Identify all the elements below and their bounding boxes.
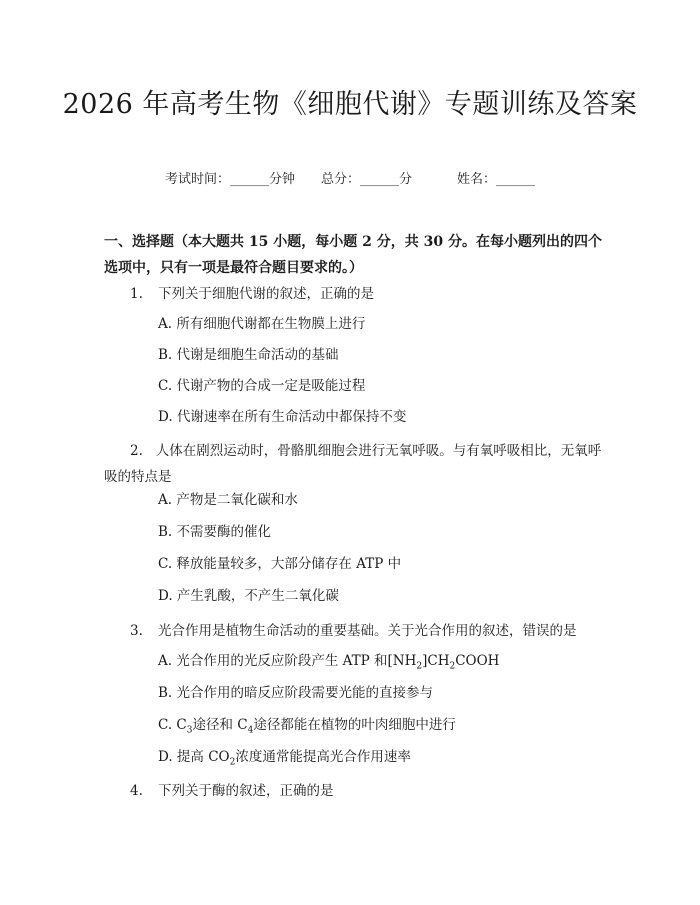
- question-stem: 光合作用是植物生命活动的重要基础。关于光合作用的叙述，错误的是: [158, 623, 577, 639]
- question-stem: 人体在剧烈运动时，骨骼肌细胞会进行无氧呼吸。与有氧呼吸相比，无氧呼吸的特点是: [104, 443, 602, 485]
- q1-option-d: D. 代谢速率在所有生命活动中都保持不变: [158, 409, 407, 425]
- q2-option-b: B. 不需要酶的催化: [158, 524, 272, 540]
- q3-option-a: A. 光合作用的光反应阶段产生 ATP 和$[NH_2]CH_2COOH$: [158, 653, 500, 672]
- q1-option-c: C. 代谢产物的合成一定是吸能过程: [158, 378, 366, 394]
- question-number: 1.: [130, 286, 143, 302]
- q2-option-c: C. 释放能量较多，大部分储存在 ATP 中: [158, 556, 402, 572]
- document-title: 2026 年高考生物《细胞代谢》专题训练及答案: [62, 89, 638, 120]
- q1-option-a: A. 所有细胞代谢都在生物膜上进行: [158, 316, 366, 332]
- q3-option-c: C. $C_3$途径和 $C_4$途径都能在植物的叶肉细胞中进行: [158, 717, 456, 736]
- q2-option-a: A. 产物是二氧化碳和水: [158, 492, 298, 508]
- question-number: 2.: [130, 443, 143, 459]
- q3-option-b: B. 光合作用的暗反应阶段需要光能的直接参与: [158, 685, 434, 701]
- question-number: 3.: [130, 623, 143, 639]
- section-heading: 一、选择题（本大题共 15 小题，每小题 2 分，共 30 分。在每小题列出的四个选项中，只有一项是最符合题目要求的。）: [104, 234, 602, 276]
- question-2: [104, 438, 604, 490]
- exam-time: 考试时间：______分钟: [165, 172, 296, 187]
- q1-option-b: B. 代谢是细胞生命活动的基础: [158, 347, 339, 363]
- q3-option-d: D. 提高 $CO_2$浓度通常能提高光合作用速率: [158, 749, 411, 768]
- question-stem: 下列关于细胞代谢的叙述，正确的是: [158, 286, 374, 302]
- exam-meta: [0, 168, 700, 190]
- question-number: 4.: [130, 783, 143, 799]
- exam-total-score: 总分：______分: [321, 172, 413, 187]
- student-name: 姓名：______: [457, 172, 536, 187]
- q2-option-d: D. 产生乳酸，不产生二氧化碳: [158, 588, 339, 604]
- question-stem: 下列关于酶的叙述，正确的是: [158, 783, 334, 799]
